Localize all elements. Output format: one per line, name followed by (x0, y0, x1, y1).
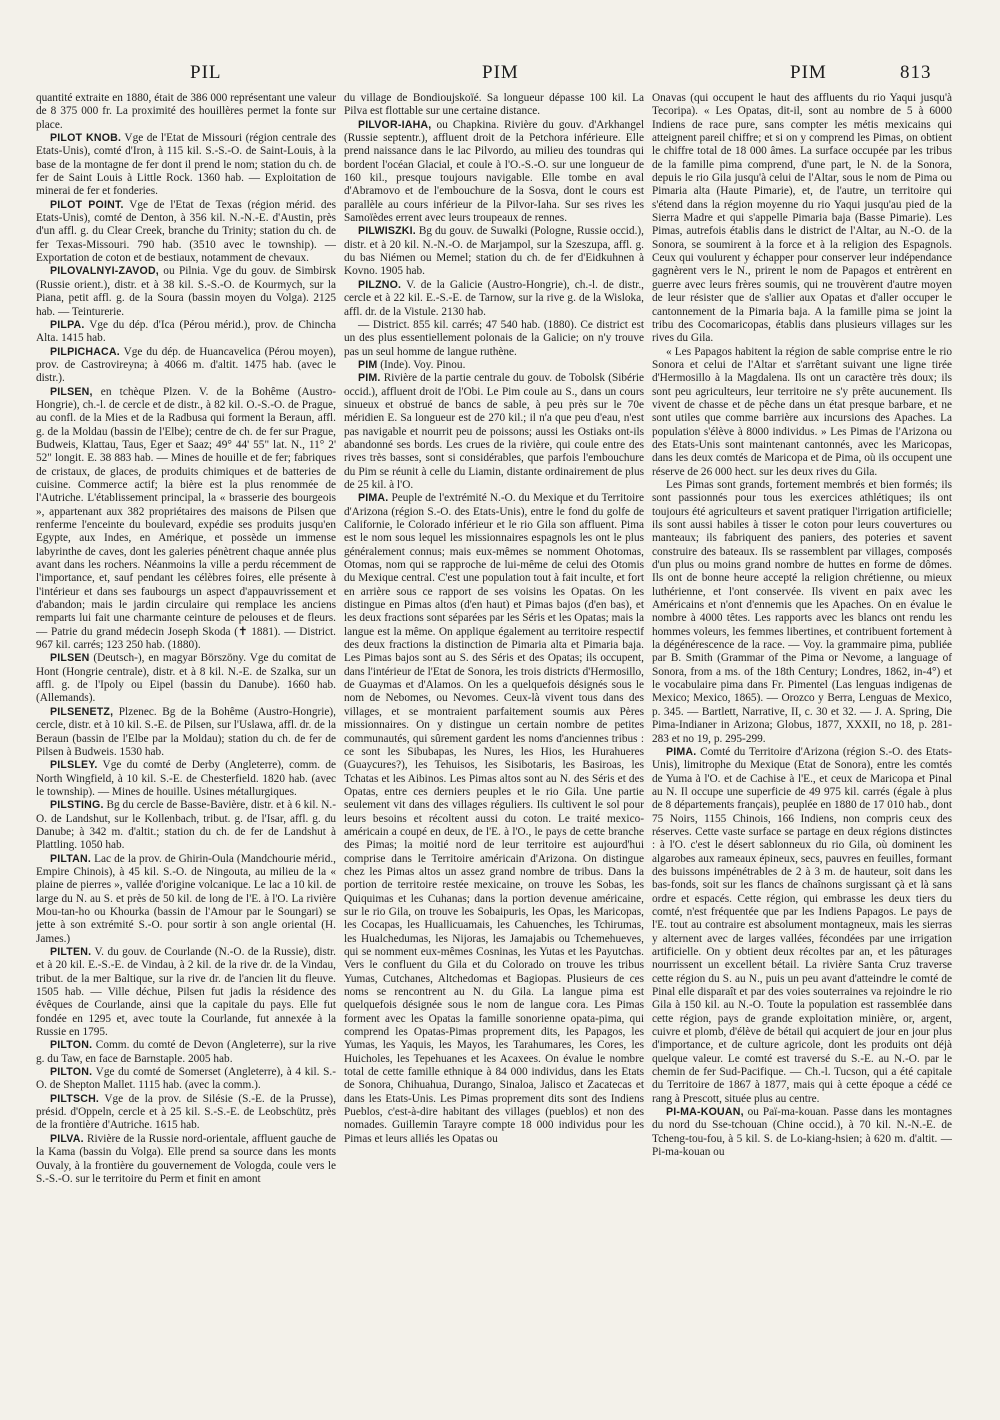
entry-headword: PILWISZKI. (358, 225, 416, 238)
entry-text: Plzenec. Bg de la Bohême (Austro-Hongrie), cercle, distr. et à 10 kil. S.-E. de Pilsen, sur l'Uslawa, affl. dr. de la Beraun (bassin de l'Elbe par la Moldau); station du ch. de fer de Pilsen à Budweis. 1530 hab. (36, 705, 336, 758)
entry-text: ou Pilnia. Vge du gouv. de Simbirsk (Russie orient.), distr. et à 38 kil. S.-S.-O. de Kourmych, sur la Piana, petit affl. g. de la Soura (bassin moyen du Volga). 2125 hab. — Teinturerie. (36, 265, 336, 318)
dictionary-entry (36, 1093, 336, 1133)
entry-text: quantité extraite en 1880, était de 386 000 représentant une valeur de 8 375 000 fr. La proximité des houillères permet la fonte sur place. (36, 92, 336, 131)
running-head-right: PIM (790, 62, 827, 83)
entry-text: Comté du Territoire d'Arizona (région S.-O. des Etats-Unis), limitrophe du Mexique (Etat de Sonora), entre les comtés de Yuma à l'O. et de Cachise à l'E., et ceux de Maricopa et Pinal au N. Il occupe une superficie de 49 975 kil. carrés (égale à plus de 8 départements français), peuplée en 1880 de 17 010 hab., dont 75 Noirs, 1155 Chinois, 166 Indiens, non compris ceux des réserves. Cette vaste surface se partage en deux régions distinctes : à l'O. c'est le désert sablonneux du rio Gila, où dominent les algarobes aux rameaux épineux, secs, pauvres en feuilles, formant des buissons impénétrables de 2 à 3 m. de hauteur, soit dans les bas-fonds, soit sur les flancs de chaînons surgissant çà et là sans ordre et espacés. Cette région, qui embrasse les deux tiers du comté, n'est fréquentée que par les Indiens Papagos. Le pays de l'E. tout au contraire est absolument montagneux, mais les sierras y alternent avec de larges vallées, fécondées par une irrigation artificielle. On y obtient deux récoltes par an, et les pâturages nourrissent un excellent bétail. La rivière Santa Cruz traverse cette région du S. au N., puis un peu avant d'atteindre le comté de Pinal elle disparaît et par des voies souterraines va rejoindre le rio Gila à 150 kil. au N.-O. Toute la population est rassemblée dans cette région, pays de grande exploitation minière, or, argent, cuivre et plomb, d'élève de bétail qui acquiert de jour en jour plus d'importance, et de culture agricole, dont les produits ont déjà quelque valeur. Le comté est traversé du S.-E. au N.-O. par le chemin de fer Sud-Pacifique. — Ch.-l. Tucson, qui a été capitale du Territoire de 1867 à 1877, mais qui à cette époque a cédé ce rang à Prescott, située plus au centre. (652, 745, 952, 1105)
entry-text: V. du gouv. de Courlande (N.-O. de la Russie), distr. et à 20 kil. E.-S.-E. de Vindau, à 2 kil. de la rive dr. de la Vindau, tribut. de la mer Baltique, sur la rive dr. de l'ancien lit du fleuve. 1505 hab. — Ville déchue, Pilsen fut jadis la résidence des évêques de Courlande, ainsi que la capitale du pays. Elle fut fondée en 1295 et, avec toute la Courlande, fut annexée à la Russie en 1795. (36, 946, 336, 1039)
dictionary-entry (36, 346, 336, 386)
entry-text: Vge du comté de Somerset (Angleterre), à 4 kil. S.-O. de Shepton Mallet. 1115 hab. (avec la comm.). (36, 1066, 336, 1092)
entry-headword: PILTON. (50, 1039, 93, 1052)
dictionary-entry (36, 132, 336, 199)
entry-text: du village de Bondioujskoïé. Sa longueur dépasse 100 kil. La Pilva est flottable sur une certaine distance. (344, 92, 644, 118)
text-column-1 (36, 92, 336, 1402)
entry-headword: PILZNO. (358, 278, 402, 291)
entry-headword: PILVA. (50, 1132, 84, 1145)
dictionary-entry (344, 372, 644, 492)
entry-headword: PILTAN. (50, 852, 92, 865)
entry-text: Vge du dép. d'Ica (Pérou mérid.), prov. de Chincha Alta. 1415 hab. (36, 318, 336, 345)
dictionary-entry (36, 319, 336, 346)
entry-text: (Deutsch-), en magyar Börszöny. Vge du comitat de Hont (Hongrie centrale), distr. et à 8 kil. N.-E. de Szalka, sur un affl. g. de l'Ipoly ou Eipel (bassin du Danube). 1660 hab. (Allemands). (36, 652, 336, 705)
entry-text: en tchèque Plzen. V. de la Bohême (Austro-Hongrie), ch.-l. de cercle et de distr., à 82 kil. O.-S.-O. de Prague, au confl. de la Mies et de la Radbusa qui forment la Beraun, affl. g. de la Moldau (bassin de l'Elbe); centre de ch. de fer sur Prague, Budweis, Klattau, Taus, Eger et Saaz; 49° 44' 55" lat. N., 11° 2' 52" longit. E. 38 883 hab. — Mines de houille et de fer; fabriques de cristaux, de glaces, de produits chimiques et de batteries de cuisine. Commerce actif; la bière est la plus renommée de l'Autriche. L'établissement principal, la « brasserie des bourgeois », appartenant aux 382 propriétaires des maisons de Pilsen que renferme l'enceinte du boulevard, expédie ses produits jusqu'en Egypte, aux Indes, en Amérique, et possède un immense labyrinthe de caves, dont les galeries pénètrent chaque année plus avant dans les rochers. Néanmoins la ville a perdu récemment de l'importance, et, sauf pendant les célèbres foires, elle présente à l'intérieur et dans ses faubourgs un aspect d'appauvrissement et d'abandon; mais le jardin circulaire qui remplace les anciens remparts lui fait une charmante ceinture de pelouses et de fleurs. — Patrie du grand médecin Joseph Skoda (✝ 1881). — District. 967 kil. carrés; 123 250 hab. (1880). (36, 385, 336, 652)
dictionary-entry (36, 946, 336, 1039)
dictionary-entry (36, 799, 336, 852)
entry-text: Bg du cercle de Basse-Bavière, distr. et à 6 kil. N.-O. de Landshut, sur le Kollenbach, tribut. g. de l'Isar, affl. g. du Danube; à 342 m. d'altit.; station du ch. de fer de Landshut à Plattling. 1050 hab. (36, 799, 336, 852)
dictionary-entry (344, 359, 644, 372)
entry-headword: PILOT POINT. (50, 198, 124, 211)
entry-text: Vge de la prov. de Silésie (S.-E. de la Prusse), présid. d'Oppeln, cercle et à 25 kil. S.-S.-E. de Leobschütz, près de la frontière d'Autriche. 1615 hab. (36, 1092, 336, 1132)
entry-headword: PIM (358, 358, 378, 371)
page-number: 813 (900, 62, 932, 83)
dictionary-entry (344, 225, 644, 278)
running-head-center: PIM (482, 62, 519, 83)
entry-headword: PIMA. (666, 745, 697, 758)
dictionary-entry (36, 199, 336, 266)
entry-headword: PIMA. (358, 492, 389, 505)
entry-headword: PILOVALNYI-ZAVOD, (50, 265, 159, 278)
dictionary-entry (652, 92, 952, 346)
entry-text: V. de la Galicie (Austro-Hongrie), ch.-l. de distr., cercle et à 22 kil. E.-S.-E. de Tarnow, sur la rive g. de la Wisloka, affl. dr. de la Vistule. 2130 hab. (344, 278, 644, 318)
dictionary-entry (652, 479, 952, 746)
entry-text: ou Paï-ma-kouan. Passe dans les montagnes du nord du Sse-tchouan (Chine occid.), à 70 kil. N.-N.-E. de Tcheng-tou-fou, à 5 kil. S. de Lo-kiang-hsien; à 620 m. d'altit. — Pi-ma-kouan ou (652, 1106, 952, 1159)
entry-headword: PILVOR-IAHA, (358, 118, 432, 131)
entry-text: Vge de l'Etat de Texas (région mérid. des Etats-Unis), comté de Denton, à 356 kil. N.-N.-E. d'Austin, près d'un affl. g. du Clear Creek, branche du Trinity; station du ch. de fer Texas-Missouri. 790 hab. (3510 avec le township). — Exportation de coton et de bestiaux, notamment de chevaux. (36, 198, 336, 265)
entry-headword: PILSENETZ, (50, 705, 114, 718)
entry-text: Vge du dép. de Huancavelica (Pérou moyen), prov. de Castrovireyna; à 4066 m. d'altit. 1475 hab. (avec le distr.). (36, 345, 336, 385)
dictionary-entry (652, 346, 952, 479)
entry-headword: PILSEN, (50, 385, 93, 398)
dictionary-entry (344, 92, 644, 119)
entry-text: Vge de l'Etat de Missouri (région centrale des Etats-Unis), comté d'Iron, à 115 kil. S.-S.-O. de Saint-Louis, à la base de la montagne de fer dont il prend le nom; station du ch. de fer de Saint Louis à Little Rock. 1360 hab. — Exploitation de minerai de fer et fonderies. (36, 132, 336, 198)
entry-text: Bg du gouv. de Suwalki (Pologne, Russie occid.), distr. et à 20 kil. N.-N.-O. de Marjampol, sur la Szeszupa, affl. g. du bas Niémen ou Memel; station du ch. de fer d'Eidkuhnen à Kovno. 1905 hab. (344, 225, 644, 278)
entry-headword: PILTSCH. (50, 1092, 100, 1105)
entry-text: Peuple de l'extrémité N.-O. du Mexique et du Territoire d'Arizona (région S.-O. des Etats-Unis), entre le fond du golfe de Californie, le Colorado inférieur et le rio Gila son affluent. Pima est le nom sous lequel les missionnaires espagnols les ont le plus généralement connus; mais eux-mêmes se nomment Ohotomas, Otomas, nom qui se rapproche de lui-même de celui des Otomis du Mexique central. C'est une population tout à fait inculte, et fort en arrière sous ce rapport de ses voisins les Opatas. On les distingue en Pimas altos (d'en haut) et Pimas bajos (d'en bas), et les deux fractions sont séparées par les Séris et les Opatas; mais la langue est la même. On applique également au territoire respectif des deux fractions la distinction de Pimaria alta et Pimaria baja. Les Pimas bajos sont au S. des Séris et des Opatas; ils occupent, dans l'intérieur de l'Etat de Sonora, les trois districts d'Hermosillo, de Guaymas et d'Alamos. On les a quelquefois désignés sous le nom de Nebomes, ou Nevomes. Ceux-là vivent tous dans des villages, et se montraient parfaitement soumis aux Pères missionnaires. On y distingue un certain nombre de petites communautés, qui sûrement gardent les noms d'anciennes tribus : ce sont les Sibubapas, les Nures, les Hios, les Hurahueres (Guaycures?), les Tehuisos, les Sisibotaris, les Basiroas, les Tchatas et les Aibinos. Les Pimas altos sont au N. des Séris et des Opatas, entre ces derniers peuples et le rio Gila. Une partie seulement vit dans des villages réguliers. Ils cultivent le sol pour leurs besoins et récoltent aussi du coton. Le traité mexico-américain a coupé en deux, de l'E. à l'O., le pays de cette branche des Pimas; la moitié nord de leur territoire est aujourd'hui comprise dans le Territoire américain d'Arizona. On distingue chez les Pimas altos un assez grand nombre de tribus. Dans la portion de territoire restée mexicaine, on trouve les Sobas, les Quiquimas et les Cuhanas; dans la portion devenue américaine, sur le rio Gila, on trouve les Sobaipuris, les Opas, les Maricopas, les Cocapas, les Huallicuamais, les Cahuenches, les Tchirumas, les Hualchedumas, les Nijoras, les Jamajabis ou Tchemehueves, qui se nomment eux-mêmes Cosninas, les Yutas et les Payutchas. Vers le confluent du Gila et du Colorado on trouve les tribus Yumas, Cutchanes, Altchedomas et Bagiopas. Plusieurs de ces noms se rencontrent au N. du Gila. La langue pima est quelquefois désignée sous le nom de langue cora. Les Pimas forment avec les Opatas la famille sonorienne opata-pima, qui comprend les Opatas-Pimas proprement dits, les Papagos, les Yumas, les Yaquis, les Mayos, les Tarahumares, les Cores, les Huicholes, les Tepehuanes et les Acaxees. On évalue le nombre total de cette famille ethnique à 84 000 individus, dans les Etats de Sonora, Chihuahua, Durango, Sinaloa, Jalisco et Zacatecas et dans les Etats-Unis. Les Pimas proprement dits sont des Indiens Pueblos, c'est-à-dire habitant des villages (pueblos) et non des nomades. Guillemin Tarayre compte 18 000 individus pour les Pimas et leurs alliés les Opatas ou (344, 492, 644, 1145)
entry-headword: PI-MA-KOUAN, (666, 1106, 744, 1119)
entry-headword: PIM. (358, 372, 381, 385)
entry-text: Comm. du comté de Devon (Angleterre), sur la rive g. du Taw, en face de Barnstaple. 2005 hab. (36, 1039, 336, 1065)
text-column-2 (344, 92, 644, 1402)
entry-text: Onavas (qui occupent le haut des affluents du rio Yaqui jusqu'à Tecoripa). « Les Opatas, dit-il, sont au nombre de 5 à 6000 Indiens de race pure, sans compter les métis mexicains qui atteignent pareil chiffre; et si on y comprend les Pimas, on obtient le chiffre total de 18 000 âmes. La surface occupée par les tribus de la famille pima comprend, d'une part, le N. de la Sonora, depuis le rio Gila jusqu'à celui de l'Altar, sous le nom de Pima ou Pimaria alta (Haute Pimarie), et, de l'autre, un territoire qui s'étend dans la région moyenne du rio Yaqui jusqu'au pied de la Sierra Madre et qui s'appelle Pimaria baja (Basse Pimarie). Les Pimas, autrefois établis dans le district de l'Altar, au N.-O. de la Sonora, se soumirent à la force et à la religion des Espagnols. Ceux qui voulurent y échapper pour conserver leur indépendance gagnèrent vers le N., prirent le nom de Papagos et entrèrent en guerre avec leurs frères soumis, qui ne trouvèrent d'autre moyen de leur résister que de s'allier aux Opatas et d'aller occuper le cantonnement de la Pimaria baja. A la famille pima se joint la tribu des Cocomaricopas, établis dans plusieurs villages sur les rives du Gila. (652, 92, 952, 345)
entry-headword: PILTEN. (50, 946, 92, 958)
entry-text: ou Chapkina. Rivière du gouv. d'Arkhangel (Russie septentr.), affluent droit de la Petchora inférieure. Elle prend naissance dans le lac Pilvordo, au milieu des toundras qui bordent l'océan Glacial, et coule à l'O.-S.-O. sur une longueur de 160 kil., presque toujours navigable. Elle tombe en aval d'Abramovo et de l'embouchure de la Sosva, dont le cours est parallèle au cours inférieur de la Pilvor-Iaha. Sur ses rives les Samoïèdes errent avec leurs troupeaux de rennes. (344, 118, 644, 225)
dictionary-entry (652, 1106, 952, 1159)
entry-text: Vge du comté de Derby (Angleterre), comm. de North Wingfield, à 10 kil. S.-E. de Chesterfield. 1820 hab. (avec le township). — Mines de houille. Usines métallurgiques. (36, 759, 336, 798)
text-column-3 (652, 92, 952, 1402)
entry-headword: PILSLEY. (50, 759, 98, 772)
entry-headword: PILTON. (50, 1066, 93, 1079)
dictionary-entry (36, 386, 336, 653)
dictionary-entry (344, 319, 644, 359)
entry-text: Les Pimas sont grands, fortement membrés et bien formés; ils sont passionnés pour tous les exercices athlétiques; ils ont toujours été agriculteurs et savent pratiquer l'irrigation artificielle; ils sont aussi habiles à tisser le coton pour leurs couvertures ou manteaux; ils fabriquent des paniers, des poteries et savent construire des bateaux. Ils se rassemblent par villages, composés d'un plus ou moins grand nombre de huttes en forme de dômes. Ils ont de bonne heure accepté la religion chrétienne, ou mieux luthérienne, et l'ont conservée. Ils vivent en paix avec les Américains et n'ont d'ennemis que les Apaches. On en évalue le nombre à 4000 têtes. Les rapports avec les blancs ont rendu les hommes voleurs, les femmes libertines, et contribuent fortement à la dégénérescence de la race. — Voy. la grammaire pima, publiée par B. Smith (Grammar of the Pima or Nevome, a language of Sonora, from a ms. of the 18th Century; Londres, 1862, in-4°) et le vocabulaire pima dans Fr. Pimentel (Las lenguas indigenas de Mexico; Mexico, 1865). — Orozco y Berra, Lenguas de Mexico, p. 345. — Bartlett, Narrative, II, c. 30 et 32. — J. A. Spring, Die Pima-Indianer in Arizona; Globus, 1877, XXXII, no 18, p. 281-283 et no 19, p. 295-299. (652, 478, 952, 745)
dictionary-entry (652, 746, 952, 1106)
entry-headword: PILPA. (50, 318, 85, 331)
dictionary-entry (36, 706, 336, 759)
dictionary-entry (36, 1039, 336, 1066)
entry-text: Rivière de la Russie nord-orientale, affluent gauche de la Kama (bassin du Volga). Elle prend sa source dans les monts Ouvaly, à la frontière du gouvernement de Vologda, coule vers le S.-S.-O. sur le territoire du Perm et finit en amont (36, 1132, 336, 1185)
entry-text: (Inde). Voy. Pinou. (377, 358, 466, 371)
entry-text: « Les Papagos habitent la région de sable comprise entre le rio Sonora et celui de l'Altar et s'arrêtant suivant une ligne tirée d'Hermosillo à la Magdalena. Ils ont un caractère très doux; ils sont peu agriculteurs, leur territoire ne s'y prête aucunement. Ils vivent de chasse et de pêche dans un état presque barbare, et ne sont utiles que comme barrière aux incursions des Apaches. La population s'élève à 8000 individus. » Les Pimas de l'Arizona ou des Etats-Unis sont maintenant cantonnés, avec les Maricopas, dans les deux comtés de Maricopa et de Pima, où ils occupent une réserve de 26 000 hect. sur les deux rives du Gila. (652, 345, 952, 478)
dictionary-entry (36, 1133, 336, 1186)
dictionary-entry (36, 265, 336, 318)
entry-text: Rivière de la partie centrale du gouv. de Tobolsk (Sibérie occid.), affluent droit de l'Obi. Le Pim coule au S., dans un cours sinueux et obstrué de bancs de sable, à peu près sur le 70e méridien E. Sa longueur est de 270 kil.; il n'a que peu d'eau, n'est pas navigable et nourrit peu de poissons; aussi les Ostiaks ont-ils abandonné ses bords. Les crues de la rivière, qui coule entre des rives très basses, sont si considérables, que parfois l'embouchure du Pim se réunit à celle du Liamin, distante ordinairement de plus de 25 kil. à l'O. (344, 372, 644, 491)
dictionary-entry (36, 92, 336, 132)
entry-headword: PILSEN (50, 652, 90, 665)
dictionary-entry (36, 853, 336, 946)
dictionary-entry (344, 279, 644, 319)
running-head-left: PIL (190, 62, 222, 83)
entry-headword: PILPICHACA. (50, 345, 120, 358)
dictionary-entry (36, 652, 336, 705)
dictionary-entry (36, 1066, 336, 1093)
dictionary-entry (344, 492, 644, 1146)
entry-text: Lac de la prov. de Ghirin-Oula (Mandchourie mérid., Empire Chinois), à 45 kil. S.-O. de Ningouta, au milieu de la « plaine de pierres », vallée d'origine volcanique. Le lac a 10 kil. de large du N. au S. et près de 50 kil. de long de l'E. à l'O. La rivière Mou-tan-ho ou Khourka (bassin de l'Amour par le Soungari) se jette à son extrémité S.-O. pour sortir à son angle oriental (H. James.) (36, 852, 336, 945)
entry-headword: PILOT KNOB. (50, 132, 122, 145)
dictionary-entry (344, 119, 644, 226)
entry-headword: PILSTING. (50, 799, 104, 812)
entry-text: — District. 855 kil. carrés; 47 540 hab. (1880). Ce district est un des plus essentiellement polonais de la Galicie; on n'y trouve pas un seul homme de langue ruthène. (344, 318, 644, 358)
dictionary-entry (36, 759, 336, 799)
